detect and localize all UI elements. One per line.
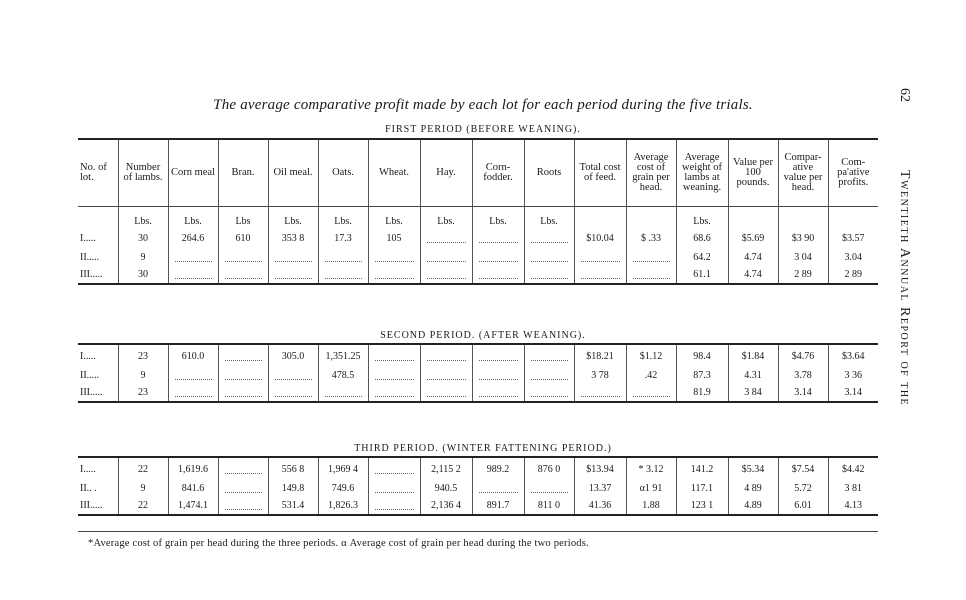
table-cell: $7.54 — [778, 458, 828, 480]
table-cell: 989.2 — [472, 458, 524, 480]
table-cell — [368, 367, 420, 384]
table-cell: III..... — [80, 387, 103, 398]
table-cell: 876 0 — [524, 458, 574, 480]
table-cell — [318, 384, 368, 401]
table-cell: 4 89 — [728, 480, 778, 497]
dotted-leader — [275, 270, 312, 279]
dotted-leader — [531, 234, 568, 243]
dotted-leader — [581, 388, 620, 397]
dotted-leader — [175, 270, 212, 279]
table-cell: 4.89 — [728, 497, 778, 514]
table-cell — [218, 249, 268, 266]
dotted-leader — [325, 388, 362, 397]
table-cell: 3.14 — [778, 384, 828, 401]
table-cell: 22 — [118, 458, 168, 480]
table-cell: $10.04 — [574, 227, 626, 249]
table-cell — [218, 345, 268, 367]
table-cell — [420, 367, 472, 384]
dotted-leader — [375, 371, 414, 380]
unit-cell: Lbs. — [676, 207, 728, 228]
table-cell — [168, 266, 218, 283]
dotted-leader — [275, 371, 312, 380]
table-cell: 141.2 — [676, 458, 728, 480]
unit-cell: Lbs. — [118, 207, 168, 228]
header-cell: Corn meal — [168, 140, 218, 207]
table-cell — [268, 266, 318, 283]
table-cell: $4.42 — [828, 458, 878, 480]
dotted-leader — [225, 253, 262, 262]
table-row — [78, 497, 878, 514]
table-cell: II.. . — [80, 483, 97, 494]
table-cell: 4.74 — [728, 249, 778, 266]
table-cell: 4.31 — [728, 367, 778, 384]
table-cell — [218, 458, 268, 480]
table-cell: 3.14 — [828, 384, 878, 401]
table-cell — [472, 266, 524, 283]
table-cell — [472, 249, 524, 266]
table-cell: 478.5 — [318, 367, 368, 384]
table-row — [78, 266, 878, 283]
dotted-leader — [225, 484, 262, 493]
table-cell: 3.78 — [778, 367, 828, 384]
table-cell — [472, 367, 524, 384]
table-cell: 811 0 — [524, 497, 574, 514]
table-cell — [574, 249, 626, 266]
table-cell: 841.6 — [168, 480, 218, 497]
table-cell: III..... — [80, 269, 103, 280]
table-cell — [318, 249, 368, 266]
table-cell — [574, 266, 626, 283]
header-cell: Wheat. — [368, 140, 420, 207]
dotted-leader — [325, 270, 362, 279]
table-row — [78, 367, 878, 384]
table-cell — [420, 384, 472, 401]
table-cell: $5.34 — [728, 458, 778, 480]
table-cell: 9 — [118, 480, 168, 497]
table-cell — [268, 249, 318, 266]
dotted-leader — [531, 352, 568, 361]
dotted-leader — [531, 270, 568, 279]
header-cell: Average weight of lambs at weaning. — [676, 140, 728, 207]
dotted-leader — [479, 270, 518, 279]
dotted-leader — [531, 253, 568, 262]
dotted-leader — [427, 253, 466, 262]
footnote: *Average cost of grain per head during the three periods. α Average cost of grain per head during the two periods. — [88, 538, 589, 549]
dotted-leader — [531, 484, 568, 493]
table-cell: I..... — [80, 463, 96, 475]
table-cell — [368, 497, 420, 514]
table-cell — [218, 266, 268, 283]
table-cell: $ .33 — [626, 227, 676, 249]
table-cell — [524, 266, 574, 283]
dotted-leader — [427, 352, 466, 361]
dotted-leader — [175, 371, 212, 380]
table-cell: 81.9 — [676, 384, 728, 401]
table-cell: 68.6 — [676, 227, 728, 249]
table-cell: $3 90 — [778, 227, 828, 249]
table-cell: 1.88 — [626, 497, 676, 514]
table-cell: 4.74 — [728, 266, 778, 283]
dotted-leader — [427, 270, 466, 279]
table-cell: II..... — [80, 370, 100, 381]
unit-cell: Lbs. — [318, 207, 368, 228]
dotted-leader — [225, 371, 262, 380]
table-cell: 264.6 — [168, 227, 218, 249]
dotted-leader — [225, 388, 262, 397]
table-cell: 3.04 — [828, 249, 878, 266]
table-cell — [368, 249, 420, 266]
table-cell: $4.76 — [778, 345, 828, 367]
header-cell: Value per 100 pounds. — [728, 140, 778, 207]
table-cell: 5.72 — [778, 480, 828, 497]
table-cell: 531.4 — [268, 497, 318, 514]
table-cell: 17.3 — [318, 227, 368, 249]
dotted-leader — [633, 253, 670, 262]
period-title-second: SECOND PERIOD. (AFTER WEANING). — [380, 330, 586, 341]
header-cell: Average cost of grain per head. — [626, 140, 676, 207]
dotted-leader — [275, 388, 312, 397]
unit-cell: Lbs — [218, 207, 268, 228]
table-cell: 22 — [118, 497, 168, 514]
table-cell: 9 — [118, 367, 168, 384]
table-cell: 2,136 4 — [420, 497, 472, 514]
table-cell — [368, 384, 420, 401]
unit-cell: Lbs. — [420, 207, 472, 228]
dotted-leader — [375, 270, 414, 279]
dotted-leader — [375, 253, 414, 262]
table-row — [78, 458, 878, 480]
header-cell: Oil meal. — [268, 140, 318, 207]
table-cell: 87.3 — [676, 367, 728, 384]
running-header: Twentieth Annual Report of the — [897, 170, 912, 407]
dotted-leader — [225, 501, 262, 510]
table-cell: 9 — [118, 249, 168, 266]
table-cell — [218, 480, 268, 497]
period-title-third: THIRD PERIOD. (WINTER FATTENING PERIOD.) — [354, 443, 612, 454]
dotted-leader — [581, 253, 620, 262]
table-cell: 3 78 — [574, 367, 626, 384]
third-period-table — [78, 456, 878, 516]
table-cell: 98.4 — [676, 345, 728, 367]
dotted-leader — [175, 253, 212, 262]
table-cell: 1,474.1 — [168, 497, 218, 514]
header-cell: Total cost of feed. — [574, 140, 626, 207]
table-cell — [268, 367, 318, 384]
header-cell: Bran. — [218, 140, 268, 207]
table-caption: The average comparative profit made by each lot for each period during the five trials. — [213, 97, 753, 113]
table-cell — [626, 249, 676, 266]
table-cell — [420, 249, 472, 266]
table-cell: 149.8 — [268, 480, 318, 497]
header-cell: Hay. — [420, 140, 472, 207]
dotted-leader — [225, 465, 262, 474]
table-cell: 30 — [118, 266, 168, 283]
table-cell: II..... — [80, 252, 100, 263]
dotted-leader — [479, 484, 518, 493]
table-cell — [524, 249, 574, 266]
table-cell — [420, 345, 472, 367]
table-cell: $5.69 — [728, 227, 778, 249]
table-cell: 41.36 — [574, 497, 626, 514]
period-title-first: FIRST PERIOD (BEFORE WEANING). — [385, 124, 581, 135]
units-row — [78, 207, 878, 228]
table-cell: 3 84 — [728, 384, 778, 401]
unit-cell: Lbs. — [524, 207, 574, 228]
table-cell: 610 — [218, 227, 268, 249]
table-cell — [368, 458, 420, 480]
unit-cell — [574, 207, 626, 228]
header-cell: Corn-fodder. — [472, 140, 524, 207]
table-row — [78, 480, 878, 497]
table-cell: 13.37 — [574, 480, 626, 497]
table-cell: I..... — [80, 350, 96, 362]
table-cell: $18.21 — [574, 345, 626, 367]
table-cell: 64.2 — [676, 249, 728, 266]
table-cell: 4.13 — [828, 497, 878, 514]
unit-cell — [828, 207, 878, 228]
unit-cell — [78, 207, 118, 228]
table-cell — [218, 384, 268, 401]
table-cell — [368, 345, 420, 367]
table-cell: $1.12 — [626, 345, 676, 367]
dotted-leader — [275, 253, 312, 262]
table-cell: 610.0 — [168, 345, 218, 367]
table-cell — [574, 384, 626, 401]
table-cell: 3 81 — [828, 480, 878, 497]
table-cell: 30 — [118, 227, 168, 249]
table-cell — [626, 384, 676, 401]
table-cell — [168, 249, 218, 266]
dotted-leader — [427, 388, 466, 397]
second-period-table — [78, 343, 878, 403]
table-cell: $1.84 — [728, 345, 778, 367]
table-cell — [168, 367, 218, 384]
dotted-leader — [375, 501, 414, 510]
table-cell — [218, 497, 268, 514]
table-cell: α1 91 — [626, 480, 676, 497]
table-cell — [420, 227, 472, 249]
dotted-leader — [427, 371, 466, 380]
table-cell — [626, 266, 676, 283]
table-cell: I..... — [80, 232, 96, 244]
table-cell: 2 89 — [778, 266, 828, 283]
dotted-leader — [375, 484, 414, 493]
table-cell — [472, 227, 524, 249]
table-cell: III..... — [80, 500, 103, 511]
unit-cell — [778, 207, 828, 228]
dotted-leader — [479, 388, 518, 397]
unit-cell — [626, 207, 676, 228]
table-cell — [524, 227, 574, 249]
table-cell: $13.94 — [574, 458, 626, 480]
unit-cell: Lbs. — [368, 207, 420, 228]
table-cell: 23 — [118, 384, 168, 401]
header-cell: Com-pa'ative profits. — [828, 140, 878, 207]
table-row — [78, 249, 878, 266]
header-cell: Roots — [524, 140, 574, 207]
dotted-leader — [225, 352, 262, 361]
dotted-leader — [375, 352, 414, 361]
dotted-leader — [375, 388, 414, 397]
table-cell: $3.57 — [828, 227, 878, 249]
footnote-rule — [78, 531, 878, 532]
table-cell — [268, 384, 318, 401]
table-cell: 23 — [118, 345, 168, 367]
table-cell — [524, 345, 574, 367]
dotted-leader — [633, 388, 670, 397]
dotted-leader — [531, 371, 568, 380]
table-cell — [472, 345, 524, 367]
table-cell: * 3.12 — [626, 458, 676, 480]
table-cell: 940.5 — [420, 480, 472, 497]
table-cell: 117.1 — [676, 480, 728, 497]
dotted-leader — [175, 388, 212, 397]
table-cell: 353 8 — [268, 227, 318, 249]
table-cell — [368, 480, 420, 497]
header-cell: Oats. — [318, 140, 368, 207]
header-cell: Number of lambs. — [118, 140, 168, 207]
table-row — [78, 384, 878, 401]
unit-cell — [728, 207, 778, 228]
table-cell — [472, 480, 524, 497]
unit-cell: Lbs. — [168, 207, 218, 228]
table-cell — [318, 266, 368, 283]
table-cell — [472, 384, 524, 401]
table-cell: 891.7 — [472, 497, 524, 514]
table-cell: 556 8 — [268, 458, 318, 480]
dotted-leader — [479, 234, 518, 243]
table-cell: 3 36 — [828, 367, 878, 384]
table-cell — [420, 266, 472, 283]
dotted-leader — [479, 253, 518, 262]
first-period-table — [78, 138, 878, 285]
table-cell: 1,826.3 — [318, 497, 368, 514]
table-cell — [524, 480, 574, 497]
table-cell: 1,619.6 — [168, 458, 218, 480]
table-cell — [524, 367, 574, 384]
table-cell: 305.0 — [268, 345, 318, 367]
table-cell — [168, 384, 218, 401]
unit-cell: Lbs. — [472, 207, 524, 228]
table-cell: .42 — [626, 367, 676, 384]
table-cell: 105 — [368, 227, 420, 249]
dotted-leader — [531, 388, 568, 397]
header-cell: No. of lot. — [78, 140, 118, 207]
table-cell: 1,351.25 — [318, 345, 368, 367]
table-cell: 2 89 — [828, 266, 878, 283]
header-cell: Compar-ative value per head. — [778, 140, 828, 207]
header-row — [78, 140, 878, 207]
dotted-leader — [427, 234, 466, 243]
dotted-leader — [325, 253, 362, 262]
table-cell: $3.64 — [828, 345, 878, 367]
table-row — [78, 227, 878, 249]
table-cell: 123 1 — [676, 497, 728, 514]
dotted-leader — [225, 270, 262, 279]
table-cell: 61.1 — [676, 266, 728, 283]
table-cell — [524, 384, 574, 401]
table-cell: 1,969 4 — [318, 458, 368, 480]
dotted-leader — [581, 270, 620, 279]
table-cell: 2,115 2 — [420, 458, 472, 480]
table-cell — [368, 266, 420, 283]
table-row — [78, 345, 878, 367]
dotted-leader — [479, 371, 518, 380]
table-cell: 3 04 — [778, 249, 828, 266]
dotted-leader — [375, 465, 414, 474]
table-cell: 6.01 — [778, 497, 828, 514]
dotted-leader — [479, 352, 518, 361]
unit-cell: Lbs. — [268, 207, 318, 228]
page-number: 62 — [897, 88, 912, 102]
table-cell — [218, 367, 268, 384]
dotted-leader — [633, 270, 670, 279]
table-cell: 749.6 — [318, 480, 368, 497]
